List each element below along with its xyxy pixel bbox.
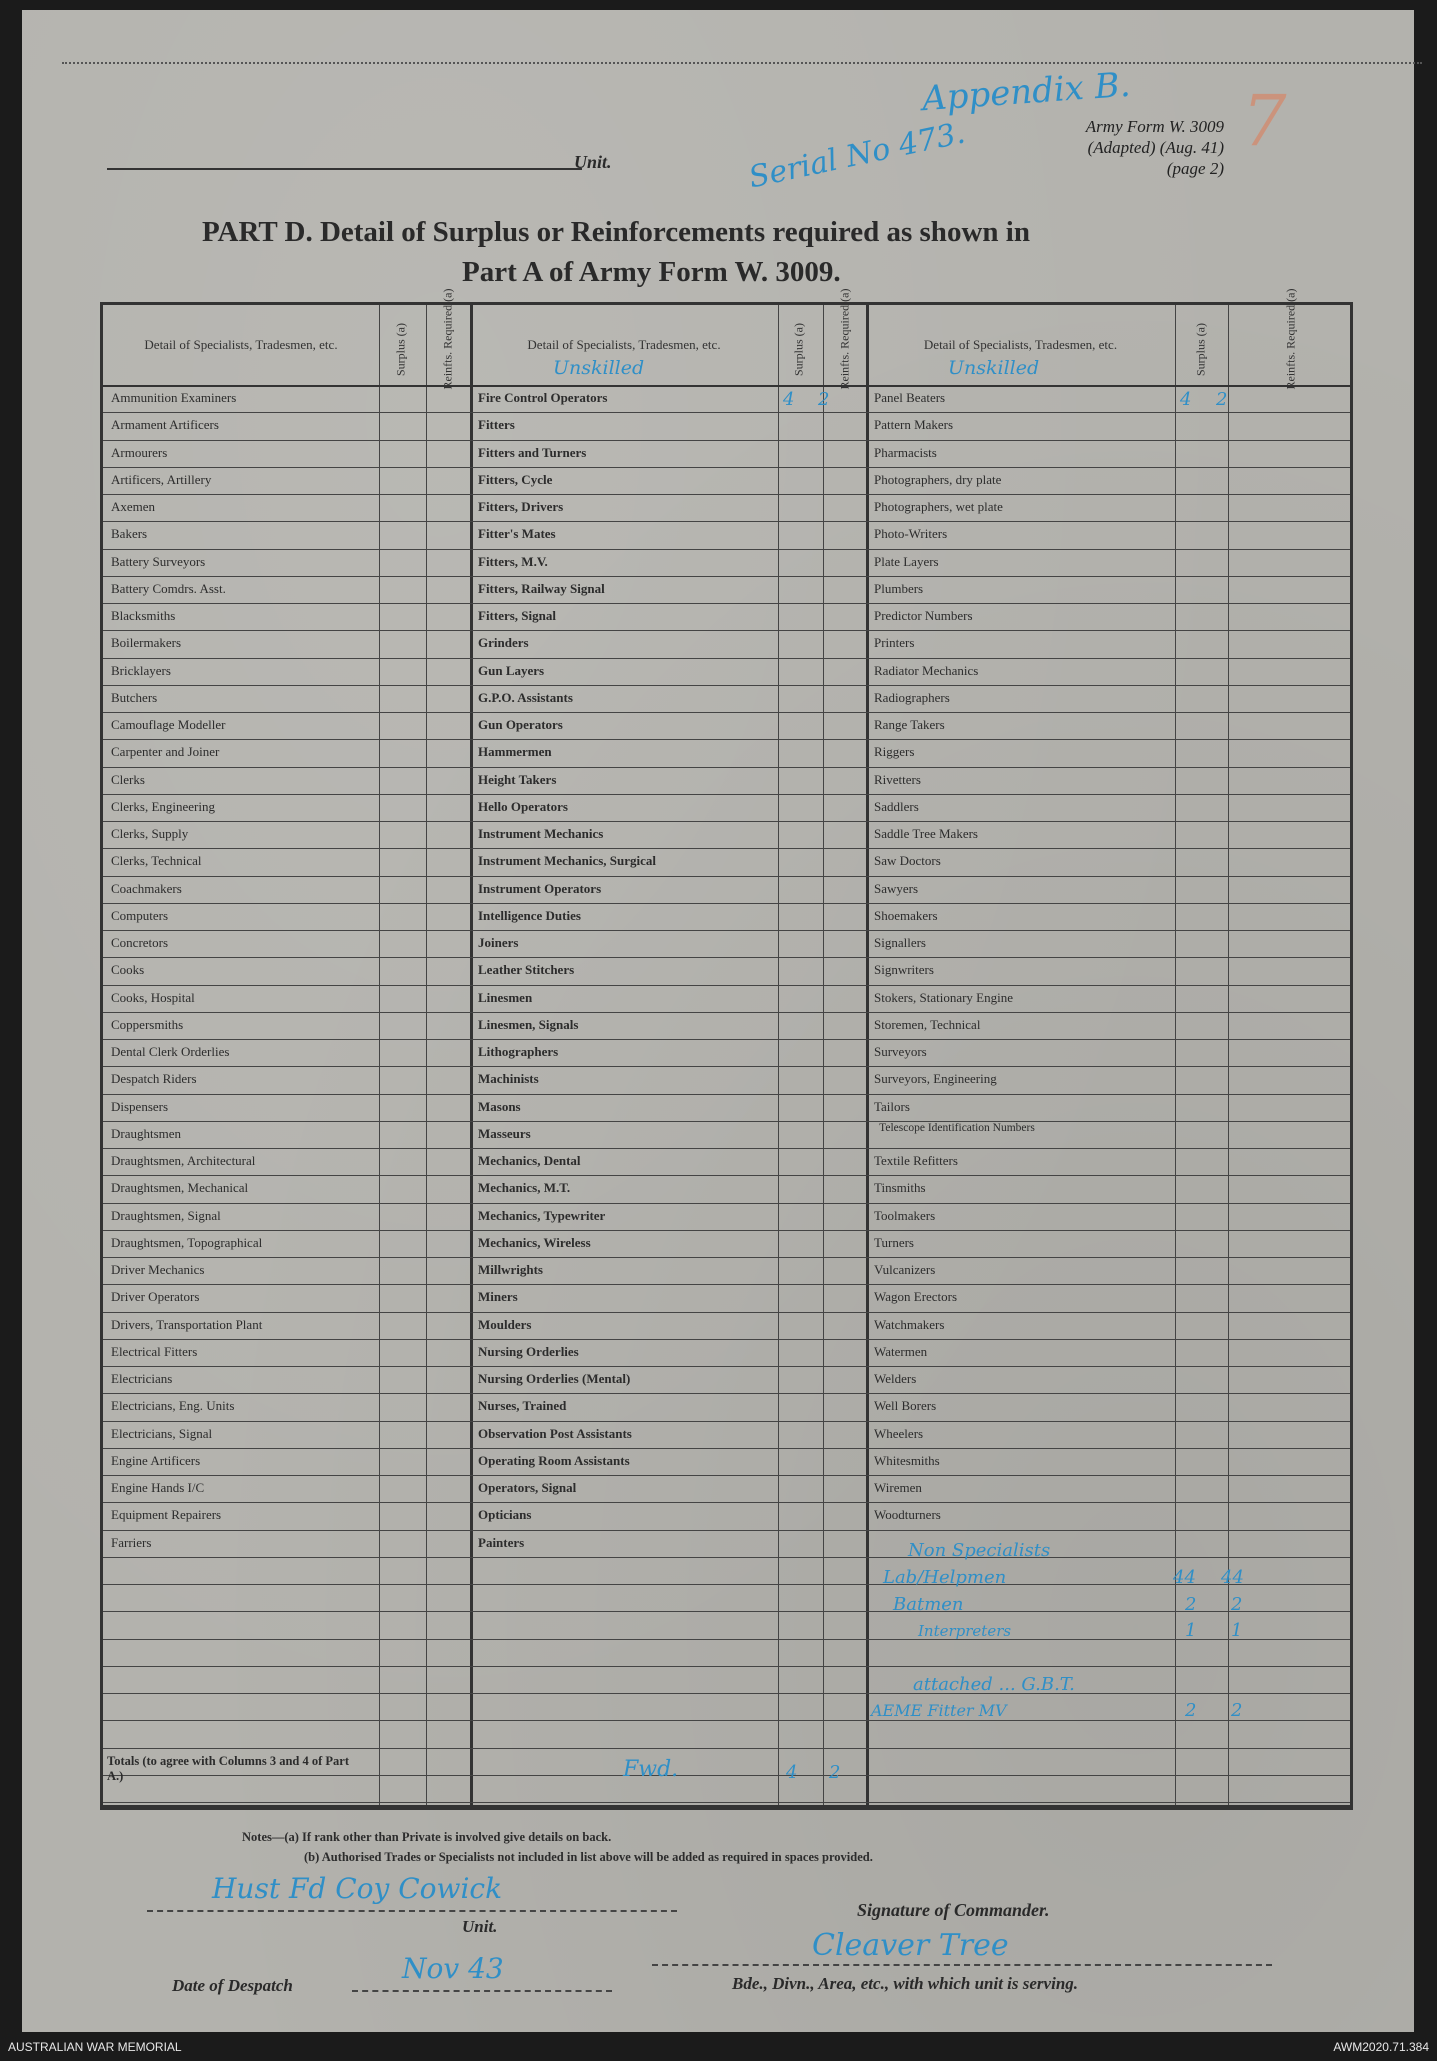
table-cell: Fitters, Railway Signal [478,580,605,596]
row-rule [103,1421,1350,1422]
table-cell: Telescope Identification Numbers [879,1121,1035,1134]
table-cell: Butchers [111,689,158,705]
table-cell: Riggers [874,744,915,760]
table-cell: Linesmen, Signals [478,1016,579,1032]
row-rule [103,767,1350,768]
table-cell: Fitters, Cycle [478,471,553,487]
row-rule [103,903,1350,904]
table-cell: Whitesmiths [874,1452,940,1468]
table-cell: Pharmacists [874,444,937,460]
hand-row-c-reinf: 1 [1231,1620,1243,1641]
table-cell: Nurses, Trained [478,1398,567,1414]
table-cell: Saddlers [874,798,919,814]
table-cell: Tinsmiths [874,1180,926,1196]
row-rule [103,1366,1350,1367]
table-cell: Coachmakers [111,880,182,896]
credit-right: AWM2020.71.384 [1333,2040,1429,2054]
table-cell: Electricians, Eng. Units [111,1398,235,1414]
red-mark: 7 [1242,80,1287,162]
row-rule [103,1230,1350,1231]
row-rule [103,876,1350,877]
table-cell: Fire Control Operators [478,390,608,405]
table-cell: Clerks, Engineering [111,798,215,814]
header-detail-2: Detail of Specialists, Tradesmen, etc. [527,337,721,352]
table-cell: Wagon Erectors [874,1289,958,1305]
table-cell: Drivers, Transportation Plant [111,1316,263,1332]
table-cell: Bricklayers [111,662,171,678]
totals-rule [103,1805,1350,1807]
form-id-line-3: (page 2) [1166,159,1224,178]
form-id-line-2: (Adapted) (Aug. 41) [1087,138,1224,157]
table-cell: Camouflage Modeller [111,717,226,732]
table-cell: Rivetters [874,771,921,787]
row-rule [103,1475,1350,1476]
header-reinf-2: Reinfts. Required (a) [837,288,852,390]
table-cell: Moulders [478,1316,532,1332]
table-cell: Mechanics, M.T. [478,1180,571,1196]
note-a: Notes—(a) If rank other than Private is involved give details on back. [242,1830,612,1844]
table-cell: Operating Room Assistants [478,1452,630,1468]
table-cell: Operators, Signal [478,1480,577,1495]
table-cell: Nursing Orderlies (Mental) [478,1371,631,1386]
table-cell: Concretors [111,935,169,950]
perforation-line [62,62,1422,64]
table-cell: Boilermakers [111,635,182,651]
table-cell: Painters [478,1534,525,1550]
unit-signature-line [147,1910,677,1912]
table-cell: Draughtsmen, Signal [111,1207,221,1223]
table-cell: Armourers [111,444,168,460]
table-cell: Battery Comdrs. Asst. [111,580,226,596]
row-rule [103,985,1350,986]
row-rule [103,1339,1350,1340]
hand-row-a-surplus: 44 [1173,1567,1196,1588]
hand-panel-reinf: 2 [1216,389,1228,410]
table-cell: Leather Stitchers [478,962,575,978]
table-cell: Carpenter and Joiner [111,744,220,760]
hand-row-d-label: AEME Fitter MV [871,1701,1007,1720]
col-divider [426,305,427,1807]
row-rule [103,1448,1350,1449]
table-cell: Machinists [478,1071,539,1087]
table-cell: Surveyors, Engineering [874,1071,997,1087]
row-rule [103,1502,1350,1503]
row-rule [103,739,1350,740]
col-divider [866,305,869,1807]
header-rule [103,385,1350,387]
table-cell: Gun Layers [478,662,545,678]
row-rule [103,848,1350,849]
hand-row-a-label: Lab/Helpmen [883,1567,1007,1588]
header-reinf-3: Reinfts. Required (a) [1283,288,1298,390]
unit-line [107,168,582,170]
page-title-line-2: Part A of Army Form W. 3009. [462,256,841,288]
row-rule [103,1066,1350,1067]
table-cell: Fitters and Turners [478,444,587,460]
row-rule [103,440,1350,441]
row-rule [103,1802,1350,1803]
table-cell: Toolmakers [874,1207,936,1223]
row-rule [103,1121,1350,1122]
row-rule [103,1284,1350,1285]
table-cell: Cooks, Hospital [111,989,195,1005]
signature-line [652,1964,1272,1966]
page-title-line-1: PART D. Detail of Surplus or Reinforcements required as shown in [202,216,1030,248]
row-rule [103,1530,1350,1531]
table-cell: G.P.O. Assistants [478,689,573,705]
table-cell: Plumbers [874,580,924,596]
credit-left: AUSTRALIAN WAR MEMORIAL [8,2040,182,2054]
table-cell: Mechanics, Dental [478,1153,581,1168]
row-rule [103,1094,1350,1095]
table-cell: Plate Layers [874,553,939,569]
header-detail-1: Detail of Specialists, Tradesmen, etc. [144,337,338,352]
handwritten-col3-note: Unskilled [948,357,1040,379]
row-rule [103,603,1350,604]
row-rule [103,1666,1350,1667]
col-divider [470,305,473,1807]
table-cell: Clerks, Supply [111,826,189,841]
row-rule [103,685,1350,686]
credit-strip [0,2032,1437,2061]
hand-fire-control-reinf: 2 [818,389,830,410]
table-cell: Millwrights [478,1262,543,1277]
table-cell: Surveyors [874,1044,927,1059]
hand-date: Nov 43 [402,1952,504,1985]
table-cell: Fitters, Signal [478,608,556,623]
table-cell: Clerks, Technical [111,853,202,869]
date-label: Date of Despatch [172,1976,293,1995]
hand-row-b-reinf: 2 [1231,1594,1243,1615]
table-cell: Computers [111,907,169,923]
table-cell: Lithographers [478,1044,559,1059]
table-cell: Saw Doctors [874,853,941,869]
table-cell: Masseurs [478,1125,531,1141]
header-surplus-3: Surplus (a) [1193,323,1208,376]
table-cell: Radiographers [874,689,950,705]
table-cell: Electrical Fitters [111,1343,198,1359]
row-rule [103,1012,1350,1013]
hand-totals-surplus: 4 [786,1762,798,1783]
table-cell: Fitters [478,417,515,433]
table-cell: Artificers, Artillery [111,471,212,487]
table-cell: Draughtsmen, Architectural [111,1153,256,1168]
row-rule [103,1639,1350,1640]
row-rule [103,712,1350,713]
row-rule [103,1257,1350,1258]
row-rule [103,1557,1350,1558]
hand-attached: attached ... G.B.T. [913,1674,1075,1695]
table-cell: Draughtsmen, Topographical [111,1234,263,1250]
table-cell: Wiremen [874,1480,922,1495]
row-rule [103,658,1350,659]
handwritten-col2-note: Unskilled [553,357,645,379]
row-rule [103,1312,1350,1313]
table-cell: Axemen [111,499,156,514]
row-rule [103,930,1350,931]
table-cell: Farriers [111,1534,152,1550]
form-id-line-1: Army Form W. 3009 [1085,117,1224,136]
row-rule [103,1611,1350,1612]
hand-unit-name: Hust Fd Coy Cowick [212,1872,503,1905]
table-cell: Turners [874,1234,914,1250]
unit-label: Unit. [574,152,612,172]
row-rule [103,1039,1350,1040]
hand-fire-control-surplus: 4 [783,389,795,410]
table-cell: Panel Beaters [874,390,946,405]
bde-label: Bde., Divn., Area, etc., with which unit is serving. [732,1974,1079,1993]
table-cell: Driver Operators [111,1289,200,1305]
table-cell: Engine Artificers [111,1452,201,1468]
table-cell: Photo-Writers [874,526,948,542]
table-cell: Shoemakers [874,907,938,923]
row-rule [103,1203,1350,1204]
hand-row-d-surplus: 2 [1185,1700,1197,1721]
table-cell: Despatch Riders [111,1071,197,1087]
table-cell: Driver Mechanics [111,1262,205,1277]
table-cell: Hammermen [478,744,552,760]
table-cell: Fitter's Mates [478,526,556,542]
table-cell: Engine Hands I/C [111,1480,205,1495]
table-cell: Clerks [111,771,145,787]
table-cell: Pattern Makers [874,417,954,433]
signature-label: Signature of Commander. [857,1900,1050,1920]
hand-non-specialists: Non Specialists [908,1540,1051,1561]
table-cell: Equipment Repairers [111,1507,222,1523]
table-cell: Instrument Operators [478,880,602,896]
row-rule [103,1748,1350,1749]
hand-row-d-reinf: 2 [1231,1700,1243,1721]
table-cell: Dental Clerk Orderlies [111,1044,230,1059]
table-cell: Joiners [478,935,519,950]
table-cell: Electricians [111,1371,173,1386]
handwritten-serial: Serial No 473. [745,115,969,196]
table-cell: Fitters, Drivers [478,499,564,514]
table-cell: Draughtsmen, Mechanical [111,1180,249,1196]
footer-unit-label: Unit. [462,1917,498,1936]
table-cell: Printers [874,635,915,651]
hand-totals-fwd: Fwd. [623,1757,679,1782]
table-cell: Grinders [478,635,529,651]
table-cell: Hello Operators [478,798,568,814]
col-divider [823,305,824,1807]
table-cell: Miners [478,1289,518,1305]
table-cell: Instrument Mechanics, Surgical [478,853,657,869]
table-cell: Dispensers [111,1098,169,1114]
row-rule [103,630,1350,631]
table-cell: Photographers, wet plate [874,499,1003,514]
table-cell: Electricians, Signal [111,1425,213,1441]
table-cell: Blacksmiths [111,608,176,623]
row-rule [103,794,1350,795]
row-rule [103,1584,1350,1585]
row-rule [103,412,1350,413]
table-cell: Battery Surveyors [111,553,206,569]
table-cell: Linesmen [478,989,533,1005]
table-cell: Sawyers [874,880,919,896]
col-divider [379,305,380,1807]
table-cell: Instrument Mechanics [478,826,604,841]
table-cell: Nursing Orderlies [478,1343,579,1359]
table-cell: Mechanics, Wireless [478,1234,591,1250]
row-rule [103,467,1350,468]
hand-row-b-surplus: 2 [1185,1594,1197,1615]
row-rule [103,957,1350,958]
table-cell: Textile Refitters [874,1153,958,1168]
header-reinf-1: Reinfts. Required (a) [440,288,455,390]
table-cell: Coppersmiths [111,1016,184,1032]
row-rule [103,1393,1350,1394]
row-rule [103,521,1350,522]
table-cell: Well Borers [874,1398,937,1414]
table-cell: Masons [478,1098,521,1114]
form-page [22,10,1414,2032]
hand-row-a-reinf: 44 [1221,1567,1244,1588]
row-rule [103,549,1350,550]
table-cell: Gun Operators [478,717,563,732]
hand-row-c-label: Interpreters [918,1622,1012,1640]
table-cell: Signallers [874,935,926,950]
table-cell: Fitters, M.V. [478,553,548,569]
table-cell: Watermen [874,1343,928,1359]
table-cell: Signwriters [874,962,934,978]
row-rule [103,1693,1350,1694]
hand-row-b-label: Batmen [893,1594,964,1615]
header-surplus-1: Surplus (a) [393,323,408,376]
table-cell: Welders [874,1371,917,1386]
note-b: (b) Authorised Trades or Specialists not included in list above will be added as required in spaces provided. [304,1850,873,1864]
header-detail-3: Detail of Specialists, Tradesmen, etc. [923,337,1118,352]
table-cell: Mechanics, Typewriter [478,1207,606,1223]
hand-panel-surplus: 4 [1180,389,1192,410]
date-line [352,1990,612,1992]
table-cell: Intelligence Duties [478,907,581,923]
table-cell: Observation Post Assistants [478,1425,632,1441]
hand-totals-reinf: 2 [829,1762,841,1783]
table-cell: Predictor Numbers [874,608,973,623]
table-cell: Stokers, Stationary Engine [874,989,1014,1005]
handwritten-appendix: Appendix B. [920,64,1132,120]
table-cell: Radiator Mechanics [874,662,979,678]
totals-label: Totals (to agree with Columns 3 and 4 of Part A.) [107,1754,350,1783]
table-cell: Armament Artificers [111,417,219,433]
table-cell: Opticians [478,1507,532,1523]
form-id [1086,116,1224,179]
specialists-table [100,288,1353,1810]
row-rule [103,1720,1350,1721]
table-cell: Bakers [111,526,148,542]
table-cell: Tailors [874,1098,910,1114]
row-rule [103,821,1350,822]
hand-row-c-surplus: 1 [1185,1620,1197,1641]
table-cell: Cooks [111,962,145,978]
table-cell: Storemen, Technical [874,1016,981,1032]
table-cell: Draughtsmen [111,1125,182,1141]
hand-signature: Cleaver Tree [812,1928,1009,1963]
table-cell: Watchmakers [874,1316,945,1332]
row-rule [103,576,1350,577]
row-rule [103,494,1350,495]
table-cell: Vulcanizers [874,1262,936,1277]
table-cell: Photographers, dry plate [874,471,1002,487]
table-cell: Wheelers [874,1425,924,1441]
table-cell: Woodturners [874,1507,941,1523]
header-surplus-2: Surplus (a) [791,323,806,376]
table-cell: Height Takers [478,771,557,787]
table-cell: Ammunition Examiners [111,390,237,405]
row-rule [103,1175,1350,1176]
table-cell: Range Takers [874,717,945,732]
row-rule [103,1148,1350,1149]
table-cell: Saddle Tree Makers [874,826,978,841]
col-divider [778,305,779,1807]
